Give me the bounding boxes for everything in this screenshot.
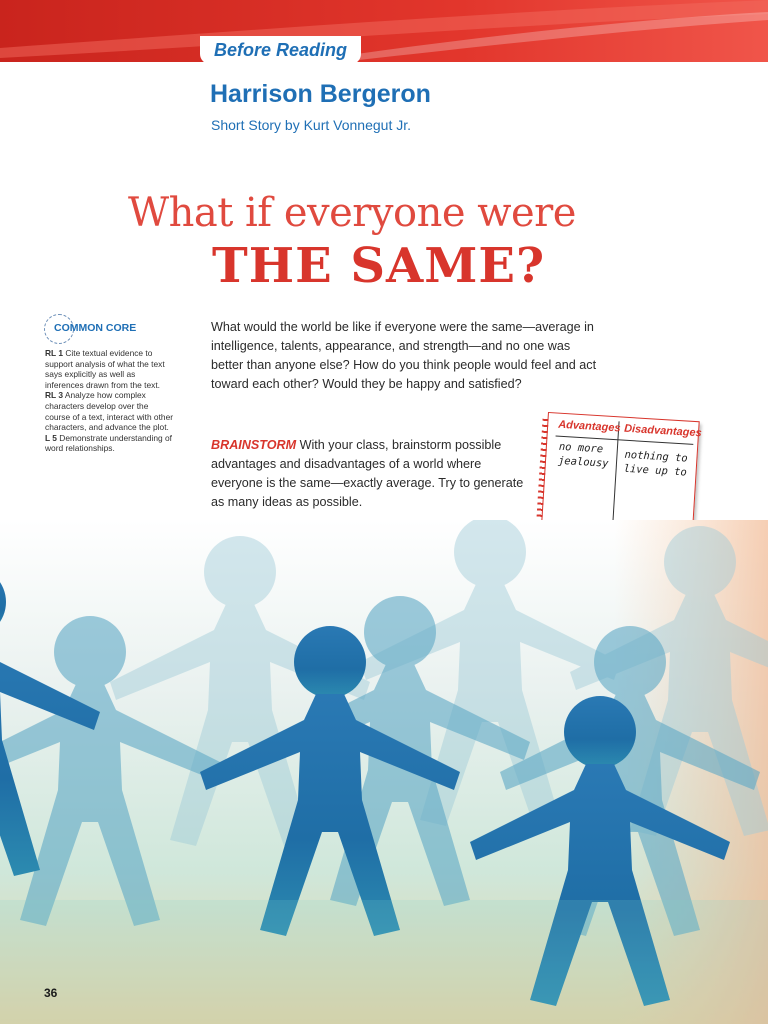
paper-people-illustration xyxy=(0,520,768,1024)
headline-line-1: What if everyone were xyxy=(128,190,576,236)
notepad-advantages-header: Advantages xyxy=(557,418,621,435)
notepad-disadvantages-header: Disadvantages xyxy=(623,422,703,440)
common-core-standards xyxy=(45,348,173,454)
banner-graphic xyxy=(0,0,768,62)
standard-text: Analyze how complex characters develop over the course of a text, interact with other characters, and advance the plot. xyxy=(45,390,174,433)
standard-text: Demonstrate understanding of word relationships. xyxy=(45,432,172,454)
headline-line-2: THE SAME? xyxy=(212,238,546,294)
page-number: 36 xyxy=(44,986,58,1000)
section-label: Before Reading xyxy=(214,40,348,60)
standard-code: RL 1 xyxy=(45,348,63,358)
notepad-disadvantage-entry: nothing to live up to xyxy=(623,448,688,479)
notepad-advantage-entry: no more jealousy xyxy=(557,440,609,470)
brainstorm-label: BRAINSTORM xyxy=(211,438,297,452)
standard-text: Cite textual evidence to support analysis of what the text says explicitly as well as inferences drawn from the text. xyxy=(45,348,165,390)
top-banner xyxy=(0,0,768,62)
story-subtitle: Short Story by Kurt Vonnegut Jr. xyxy=(211,117,411,133)
brainstorm-text: With your class, brainstorm possible advantages and disadvantages of a world where everyone is the same—exactly average. Try to generate as many ideas as possible. xyxy=(211,438,524,509)
section-tab xyxy=(200,36,361,64)
story-title: Harrison Bergeron xyxy=(210,80,431,108)
standard-code: L 5 xyxy=(45,432,57,443)
intro-paragraph: What would the world be like if everyone were the same—average in intelligence, talents, appearance, and strength—and no one was better than anyone else? How do you think people would feel and act toward each other? Would they be happy and satisfied? xyxy=(211,320,597,391)
paper-chain-people-image xyxy=(0,520,768,1024)
brainstorm-paragraph xyxy=(211,436,531,512)
standard-code: RL 3 xyxy=(45,390,63,401)
common-core-title: COMMON CORE xyxy=(54,322,137,334)
